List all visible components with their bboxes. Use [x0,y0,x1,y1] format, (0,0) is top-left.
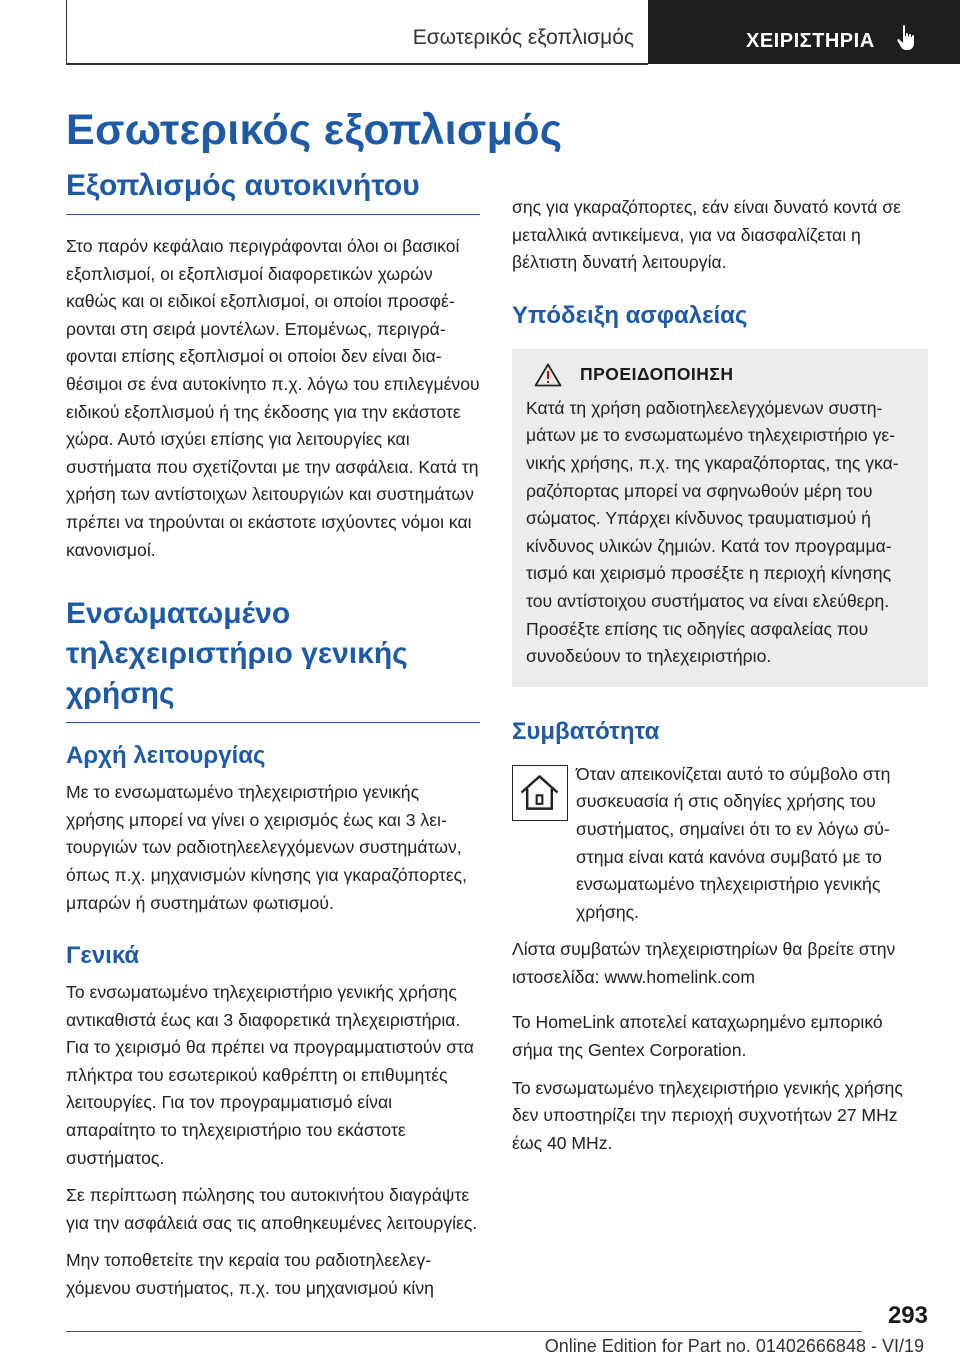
footer-edition: Online Edition for Part no. 01402666848 - VI/19 [544,1336,924,1356]
pointing-hand-icon [896,24,920,52]
subsection-title-compatibility: Συμβατότητα [512,717,660,745]
paragraph: Το ενσωματωμένο τηλεχειριστήριο γενικής χρήσης δεν υποστηρίζει την περιοχή συχνοτήτων 27 MHz έως 40 MHz. [512,1077,903,1153]
homelink-house-icon [512,765,568,821]
warning-title: ΠΡΟΕΙΔΟΠΟΙΗΣΗ [580,364,734,385]
warning-triangle-icon [534,363,562,387]
paragraph: Λίστα συμβατών τηλεχειριστηρίων θα βρείτε στην ιστοσελίδα: www.homelink.com [512,939,896,987]
paragraph: Το ενσωματωμένο τηλεχειριστήριο γενικής χρήσης αντικαθιστά έως και 3 διαφορετικά τηλεχειριστήρια. Για το χειρισμό θα πρέπει να προγραμματιστούν στα πλήκτρα του εσωτερικού καθρέπτη οι επιθυμητές λειτουργίες. Για τον προγραμματισμό είναι απαραίτητο το τηλεχειριστήριο του εκάστοτε συστήματος. [66,982,474,1168]
warning-box [512,349,928,687]
page-number: 293 [887,1302,928,1329]
warning-header [526,363,914,387]
header-section-title: Εσωτερικός εξοπλισμός [412,26,634,49]
footer-divider [66,1331,862,1332]
section-title-vehicle-equipment: Εξοπλισμός αυτοκινήτου [66,166,480,215]
subsection-title-principle: Αρχή λειτουργίας [66,742,266,770]
compatibility-block [512,761,928,927]
paragraph: Με το ενσωματωμένο τηλεχειριστήριο γενικής χρήσης μπορεί να γίνει ο χειρισμός έως και 3 λειτουργιών των ραδιοτηλεελεγχόμενων συστημάτων, όπως π.χ. μηχανισμών κίνησης για γκαραζόπορτες, μπαρών ή συστημάτων φωτισμού. [66,782,468,913]
right-column [512,194,928,1167]
left-column [66,166,480,1313]
paragraph: Σε περίπτωση πώλησης του αυτοκινήτου διαγράψτε για την ασφάλειά σας τις αποθηκευμένες λειτουργίες. [66,1185,478,1233]
warning-text: Κατά τη χρήση ραδιοτηλεελεγχόμενων συστημάτων με το ενσωματωμένο τηλεχειριστήριο γενικής χρήσης, π.χ. της γκαραζόπορτας, της γκαραζόπορτας μπορεί να σφηνωθούν μέρη του σώματος. Υπάρχει κίνδυνος τραυματισμού ή κίνδυνος υλικών ζημιών. Κατά τον προγραμματισμό και χειρισμό προσέξτε η περιοχή κίνησης του αντίστοιχου συστήματος να είναι ελεύθερη. Προσέξτε επίσης τις οδηγίες ασφαλείας που συνοδεύουν το τηλεχειριστήριο. [526,397,899,667]
subsection-title-general: Γενικά [66,942,140,970]
paragraph: Όταν απεικονίζεται αυτό το σύμβολο στη συσκευασία ή στις οδηγίες χρήσης του συστήματος, σημαίνει ότι το εν λόγω σύστημα είναι κατά κανόνα συμβατό με το ενσωματωμένο τηλεχειριστήριο γενικής χρήσης. [576,763,891,922]
header-underline [66,63,648,65]
section-title-universal-remote: Ενσωματωμένο τηλεχειριστήριο γενικής χρήσης [66,594,480,723]
paragraph-continued: σης για γκαραζόπορτες, εάν είναι δυνατό κοντά σε μεταλλικά αντικείμενα, για να διασφαλίζεται η βέλτιστη δυνατή λειτουργία. [512,197,901,273]
paragraph: Το HomeLink αποτελεί καταχωρημένο εμπορικό σήμα της Gentex Corporation. [512,1012,883,1061]
chapter-tab-label: ΧΕΙΡΙΣΤΗΡΙΑ [746,30,875,52]
paragraph: Μην τοποθετείτε την κεραία του ραδιοτηλεελεγχόμενου συστήματος, π.χ. του μηχανισμού κίνη [66,1250,434,1299]
page-title: Εσωτερικός εξοπλισμός [66,106,563,154]
subsection-title-safety: Υπόδειξη ασφαλείας [512,301,748,329]
header-chapter-tab[interactable] [648,0,960,64]
paragraph: Στο παρόν κεφάλαιο περιγράφονται όλοι οι βασικοί εξοπλισμοί, οι εξοπλισμοί διαφορετικών χωρών καθώς και οι ειδικοί εξοπλισμοί, οι οποίοι προσφέρονται στη σειρά μοντέλων. Επομένως, περιγράφονται επίσης εξοπλισμοί οι οποίοι δεν είναι διαθέσιμοι σε ένα αυτοκίνητο π.χ. λόγω του επιλεγμένου ειδικού εξοπλισμού ή της έκδοσης για την εκάστοτε χώρα. Αυτό ισχύει επίσης για λειτουργίες και συστήματα που σχετίζονται με την ασφάλεια. Κατά τη χρήση των αντίστοιχων λειτουργιών και συστημάτων πρέπει να τηρούνται οι εκάστοτε ισχύοντες νόμοι και κανονισμοί. [66,236,480,560]
